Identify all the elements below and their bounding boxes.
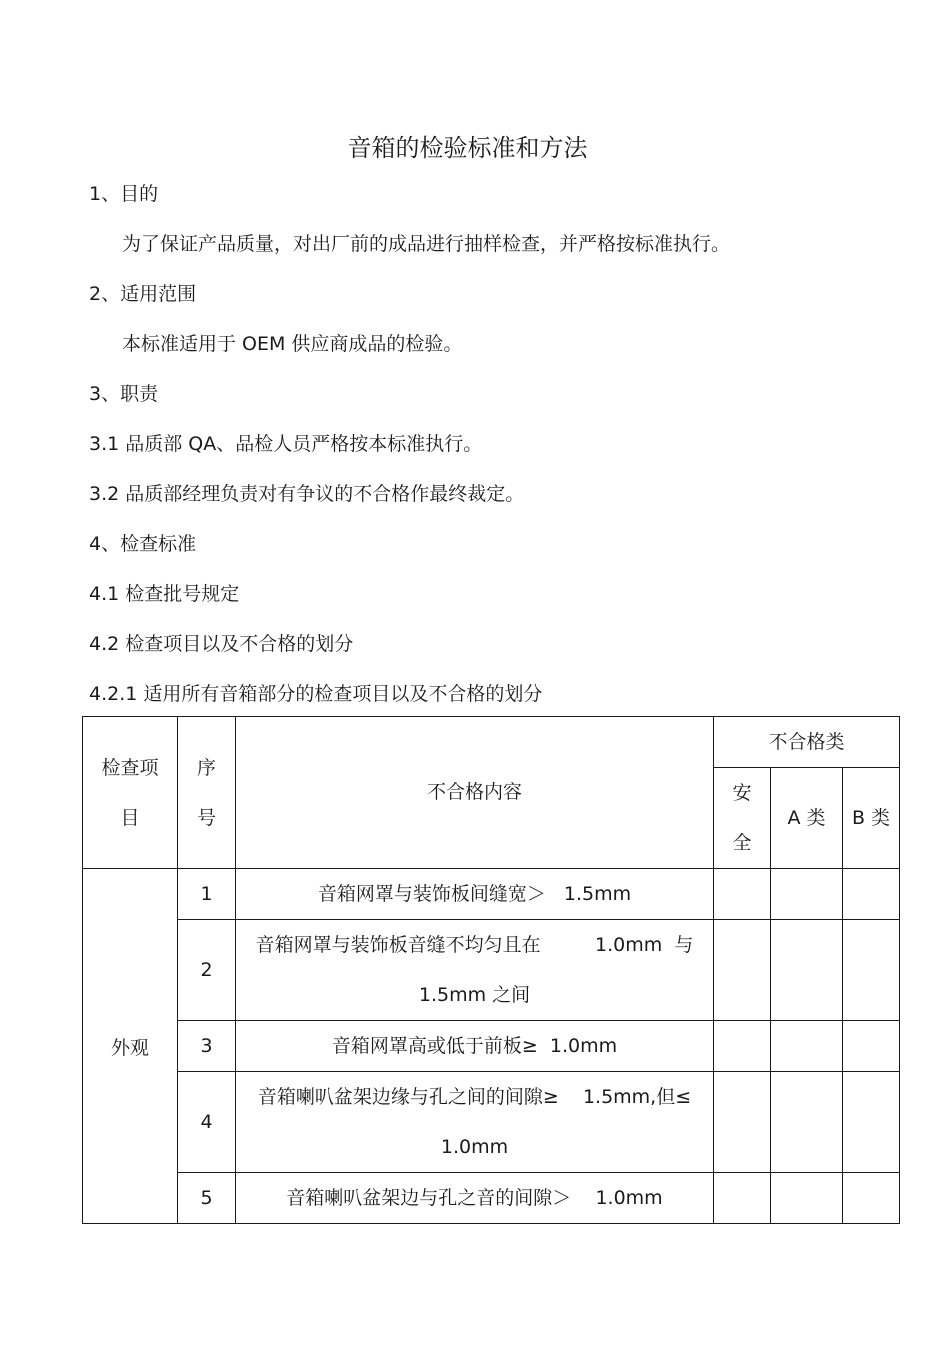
cell-class-a (771, 1021, 843, 1072)
cell-class-b (843, 920, 900, 1021)
inspection-table (82, 716, 900, 1224)
section-heading-scope: 2、适用范围 (89, 283, 197, 305)
header-safety-line2: 全 (732, 832, 752, 854)
header-sequence-line2: 号 (196, 806, 216, 829)
header-safety (714, 768, 771, 869)
row-content (236, 1021, 714, 1072)
table-row (83, 1021, 900, 1072)
cell-class-b (843, 869, 900, 920)
row-content-line: 音箱网罩与装饰板间缝宽＞ 1.5mm (317, 883, 632, 905)
row-content-line: 音箱喇叭盆架边缘与孔之间的间隙≥ 1.5mm,但≤ (257, 1086, 692, 1108)
duty-item-3-1: 3.1 品质部 QA、品检人员严格按本标准执行。 (89, 433, 483, 455)
row-number: 5 (178, 1173, 236, 1224)
standard-item-4-1: 4.1 检查批号规定 (89, 583, 240, 605)
header-sequence-line1: 序 (196, 756, 216, 779)
cell-class-a (771, 869, 843, 920)
header-defect-content: 不合格内容 (236, 717, 714, 869)
row-number: 1 (178, 869, 236, 920)
row-content (236, 1173, 714, 1224)
section-heading-duties: 3、职责 (89, 383, 159, 405)
header-inspection-item (83, 717, 178, 869)
scope-text: 本标准适用于 OEM 供应商成品的检验。 (122, 333, 463, 355)
row-content-line: 音箱喇叭盆架边与孔之音的间隙＞ 1.0mm (286, 1187, 663, 1209)
purpose-text: 为了保证产品质量，对出厂前的成品进行抽样检查，并严格按标准执行。 (122, 233, 731, 255)
header-sequence (178, 717, 236, 869)
cell-class-b (843, 1173, 900, 1224)
duty-item-3-2: 3.2 品质部经理负责对有争议的不合格作最终裁定。 (89, 483, 525, 505)
row-content-line: 音箱网罩高或低于前板≥ 1.0mm (331, 1035, 618, 1057)
cell-safety (714, 1072, 771, 1173)
table-row (83, 1072, 900, 1173)
group-appearance: 外观 (83, 869, 178, 1224)
row-number: 4 (178, 1072, 236, 1173)
header-inspection-item-line2: 目 (120, 806, 140, 829)
row-content (236, 1072, 714, 1173)
row-content-line: 1.0mm (440, 1136, 509, 1158)
table-row (83, 869, 900, 920)
header-class-a: A 类 (771, 768, 843, 869)
cell-class-b (843, 1021, 900, 1072)
section-heading-standard: 4、检查标准 (89, 533, 197, 555)
standard-item-4-2-1: 4.2.1 适用所有音箱部分的检查项目以及不合格的划分 (89, 683, 543, 705)
standard-item-4-2: 4.2 检查项目以及不合格的划分 (89, 633, 354, 655)
row-number: 2 (178, 920, 236, 1021)
cell-safety (714, 920, 771, 1021)
row-content-line: 音箱网罩与装饰板音缝不均匀且在 1.0mm 与 (255, 934, 694, 956)
cell-class-a (771, 1072, 843, 1173)
row-content (236, 869, 714, 920)
cell-safety (714, 1021, 771, 1072)
row-number: 3 (178, 1021, 236, 1072)
table-row (83, 920, 900, 1021)
row-content (236, 920, 714, 1021)
header-class-b: B 类 (843, 768, 900, 869)
header-inspection-item-line1: 检查项 (101, 756, 159, 779)
section-heading-purpose: 1、目的 (89, 183, 159, 205)
row-content-line: 1.5mm 之间 (418, 984, 531, 1006)
table-row (83, 1173, 900, 1224)
header-defect-category: 不合格类 (714, 717, 900, 768)
cell-safety (714, 869, 771, 920)
cell-class-a (771, 1173, 843, 1224)
document-title: 音箱的检验标准和方法 (347, 134, 588, 162)
header-safety-line1: 安 (732, 782, 752, 804)
cell-safety (714, 1173, 771, 1224)
cell-class-b (843, 1072, 900, 1173)
cell-class-a (771, 920, 843, 1021)
